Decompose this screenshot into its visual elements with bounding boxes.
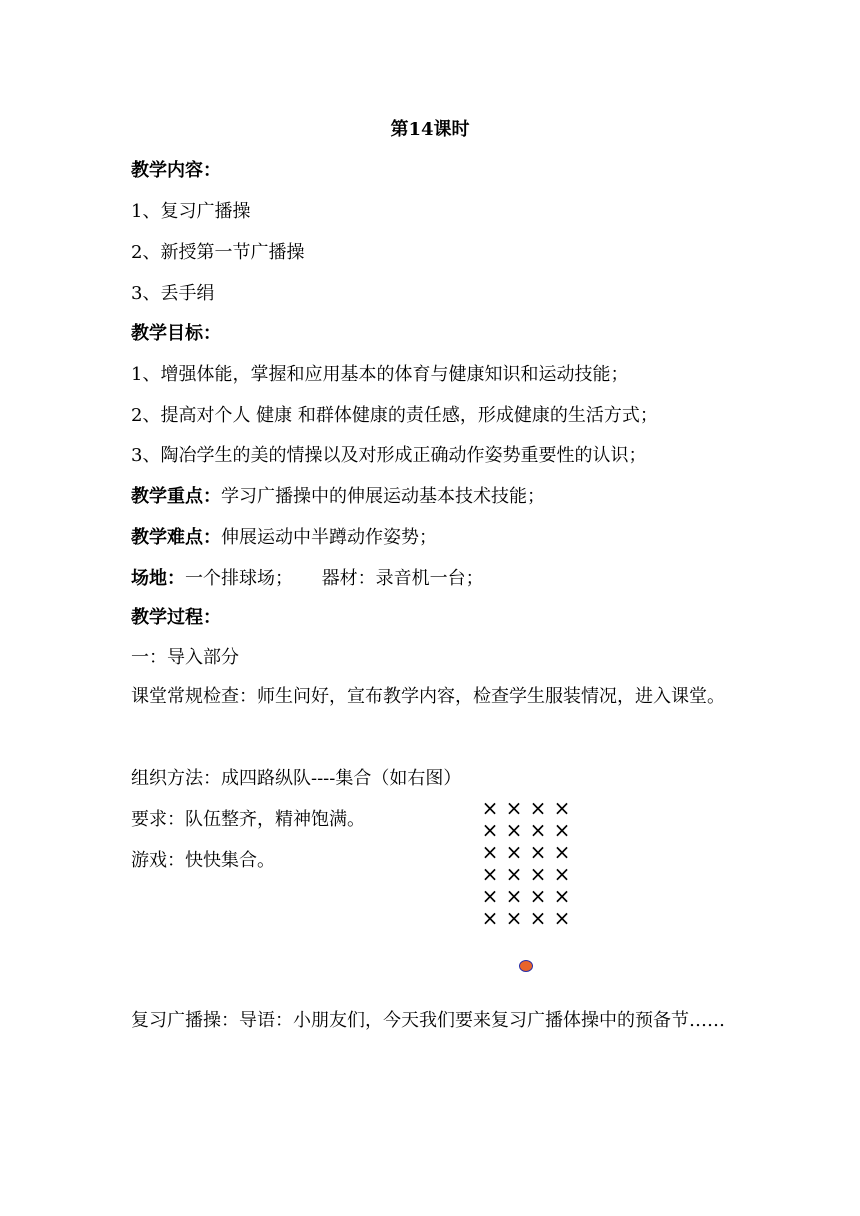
student-cross-icon: × bbox=[529, 862, 547, 886]
student-cross-icon: × bbox=[481, 884, 499, 908]
key-point-label: 教学重点： bbox=[131, 486, 221, 507]
objective-item-3: 3、陶冶学生的美的情操以及对形成正确动作姿势重要性的认识； bbox=[131, 445, 647, 466]
student-cross-icon: × bbox=[505, 862, 523, 886]
student-cross-icon: × bbox=[505, 796, 523, 820]
key-point bbox=[131, 485, 545, 509]
student-cross-icon: × bbox=[553, 818, 571, 842]
student-cross-icon: × bbox=[553, 840, 571, 864]
student-cross-icon: × bbox=[481, 818, 499, 842]
process-heading: 教学过程： bbox=[131, 607, 221, 628]
difficulty-label: 教学难点： bbox=[131, 527, 221, 548]
content-item-1: 1、复习广播操 bbox=[131, 201, 251, 222]
venue-label: 场地： bbox=[131, 568, 185, 589]
teacher-position-icon bbox=[519, 960, 533, 972]
objectives-heading: 教学目标： bbox=[131, 323, 221, 344]
student-cross-icon: × bbox=[505, 906, 523, 930]
key-point-text: 学习广播操中的伸展运动基本技术技能； bbox=[221, 486, 545, 507]
process-part1: 一：导入部分 bbox=[131, 647, 239, 668]
venue bbox=[131, 567, 484, 591]
student-cross-icon: × bbox=[529, 906, 547, 930]
student-cross-icon: × bbox=[481, 862, 499, 886]
review-exercise: 复习广播操：导语：小朋友们，今天我们要来复习广播体操中的预备节…… bbox=[131, 1010, 725, 1031]
routine-check: 课堂常规检查：师生问好，宣布教学内容，检查学生服装情况，进入课堂。 bbox=[131, 686, 725, 707]
difficulty-text: 伸展运动中半蹲动作姿势； bbox=[221, 527, 437, 548]
content-item-3: 3、丢手绢 bbox=[131, 283, 215, 304]
formation-row bbox=[478, 907, 578, 929]
student-cross-icon: × bbox=[505, 840, 523, 864]
venue-text: 一个排球场； 器材：录音机一台； bbox=[185, 568, 484, 589]
formation-row bbox=[478, 841, 578, 863]
organization-method: 组织方法：成四路纵队----集合（如右图） bbox=[131, 768, 462, 789]
student-cross-icon: × bbox=[553, 862, 571, 886]
formation-row bbox=[478, 797, 578, 819]
objective-item-2: 2、提高对个人 健康 和群体健康的责任感，形成健康的生活方式； bbox=[131, 405, 658, 426]
objective-item-1: 1、增强体能，掌握和应用基本的体育与健康知识和运动技能； bbox=[131, 364, 629, 385]
student-cross-icon: × bbox=[505, 818, 523, 842]
student-formation bbox=[478, 797, 578, 929]
student-cross-icon: × bbox=[529, 884, 547, 908]
formation-row bbox=[478, 819, 578, 841]
formation-row bbox=[478, 885, 578, 907]
student-cross-icon: × bbox=[481, 906, 499, 930]
student-cross-icon: × bbox=[553, 796, 571, 820]
student-cross-icon: × bbox=[553, 884, 571, 908]
lesson-title: 第14课时 bbox=[390, 119, 470, 140]
content-heading: 教学内容： bbox=[131, 160, 221, 181]
difficulty bbox=[131, 526, 437, 550]
student-cross-icon: × bbox=[505, 884, 523, 908]
student-cross-icon: × bbox=[553, 906, 571, 930]
game: 游戏：快快集合。 bbox=[131, 850, 275, 871]
student-cross-icon: × bbox=[529, 840, 547, 864]
student-cross-icon: × bbox=[481, 840, 499, 864]
content-item-2: 2、新授第一节广播操 bbox=[131, 242, 305, 263]
student-cross-icon: × bbox=[481, 796, 499, 820]
formation-row bbox=[478, 863, 578, 885]
student-cross-icon: × bbox=[529, 818, 547, 842]
requirement: 要求：队伍整齐，精神饱满。 bbox=[131, 809, 365, 830]
student-cross-icon: × bbox=[529, 796, 547, 820]
